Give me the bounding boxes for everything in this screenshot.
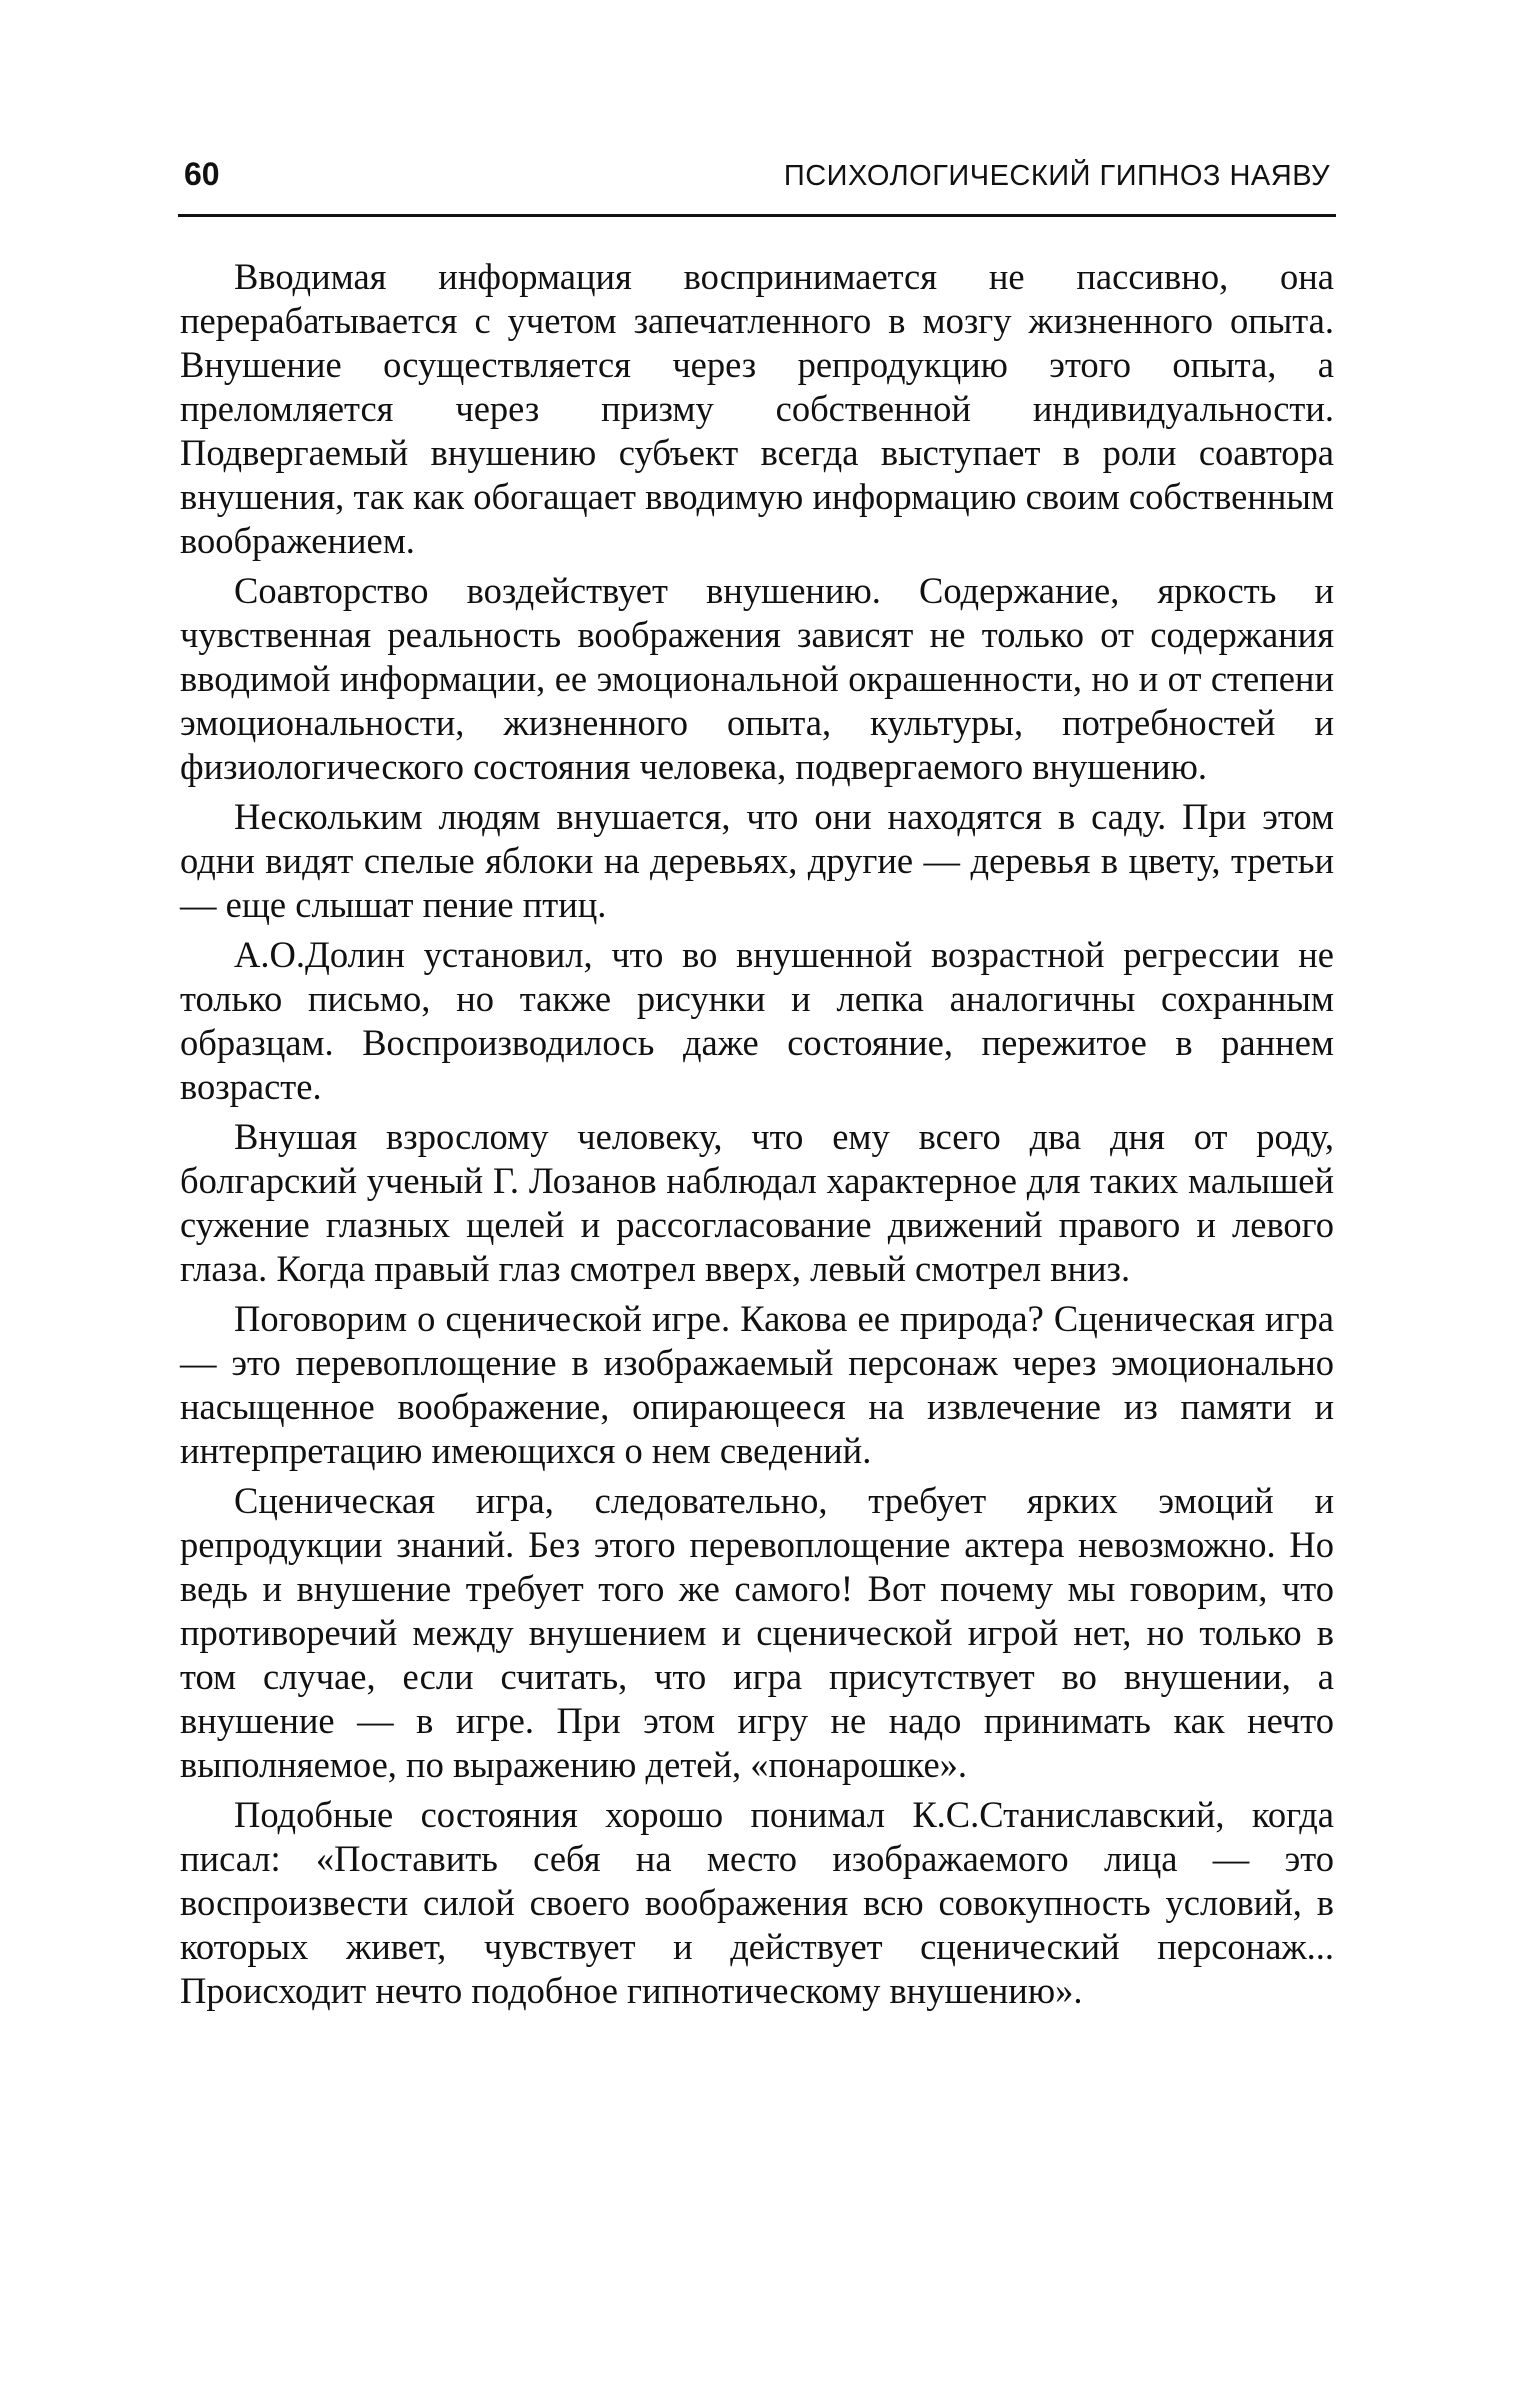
page-number: 60	[184, 156, 220, 192]
paragraph: Поговорим о сценической игре. Какова ее природа? Сценическая игра — это перевоплощение в изображаемый персонаж через эмоционально насыщенное воображение, опирающееся на извлечение из памяти и интерпретацию имеющихся о нем сведений.	[180, 1298, 1334, 1471]
paragraph: Соавторство воздействует внушению. Содержание, яркость и чувственная реальность воображения зависят не только от содержания вводимой информации, ее эмоциональной окрашенности, но и от степени эмоциональности, жизненного опыта, культуры, потребностей и физиологического состояния человека, подвергаемого внушению.	[180, 570, 1334, 787]
paragraph: Подобные состояния хорошо понимал К.С.Станиславский, когда писал: «Поставить себя на место изображаемого лица — это воспроизвести силой своего воображения всю совокупность условий, в которых живет, чувствует и действует сценический персонаж... Происходит нечто подобное гипнотическому внушению».	[180, 1794, 1334, 2011]
paragraph: А.О.Долин установил, что во внушенной возрастной регрессии не только письмо, но также рисунки и лепка аналогичны сохранным образцам. Воспроизводилось даже состояние, пережитое в раннем возрасте.	[180, 934, 1334, 1107]
running-title: ПСИХОЛОГИЧЕСКИЙ ГИПНОЗ НАЯВУ	[783, 160, 1330, 192]
header-rule	[178, 214, 1336, 217]
paragraph: Сценическая игра, следовательно, требует ярких эмоций и репродукции знаний. Без этого перевоплощение актера невозможно. Но ведь и внушение требует того же самого! Вот почему мы говорим, что противоречий между внушением и сценической игрой нет, но только в том случае, если считать, что игра присутствует во внушении, а внушение — в игре. При этом игру не надо принимать как нечто выполняемое, по выражению детей, «понарошке».	[180, 1480, 1334, 1785]
body-text	[180, 255, 1334, 2019]
paragraph: Внушая взрослому человеку, что ему всего два дня от роду, болгарский ученый Г. Лозанов наблюдал характерное для таких малышей сужение глазных щелей и рассогласование движений правого и левого глаза. Когда правый глаз смотрел вверх, левый смотрел вниз.	[180, 1116, 1334, 1289]
paragraph: Нескольким людям внушается, что они находятся в саду. При этом одни видят спелые яблоки на деревьях, другие — деревья в цвету, третьи — еще слышат пение птиц.	[180, 796, 1334, 925]
page-header	[178, 150, 1336, 206]
paragraph: Вводимая информация воспринимается не пассивно, она перерабатывается с учетом запечатленного в мозгу жизненного опыта. Внушение осуществляется через репродукцию этого опыта, а преломляется через призму собственной индивидуальности. Подвергаемый внушению субъект всегда выступает в роли соавтора внушения, так как обогащает вводимую информацию своим собственным воображением.	[180, 256, 1334, 561]
